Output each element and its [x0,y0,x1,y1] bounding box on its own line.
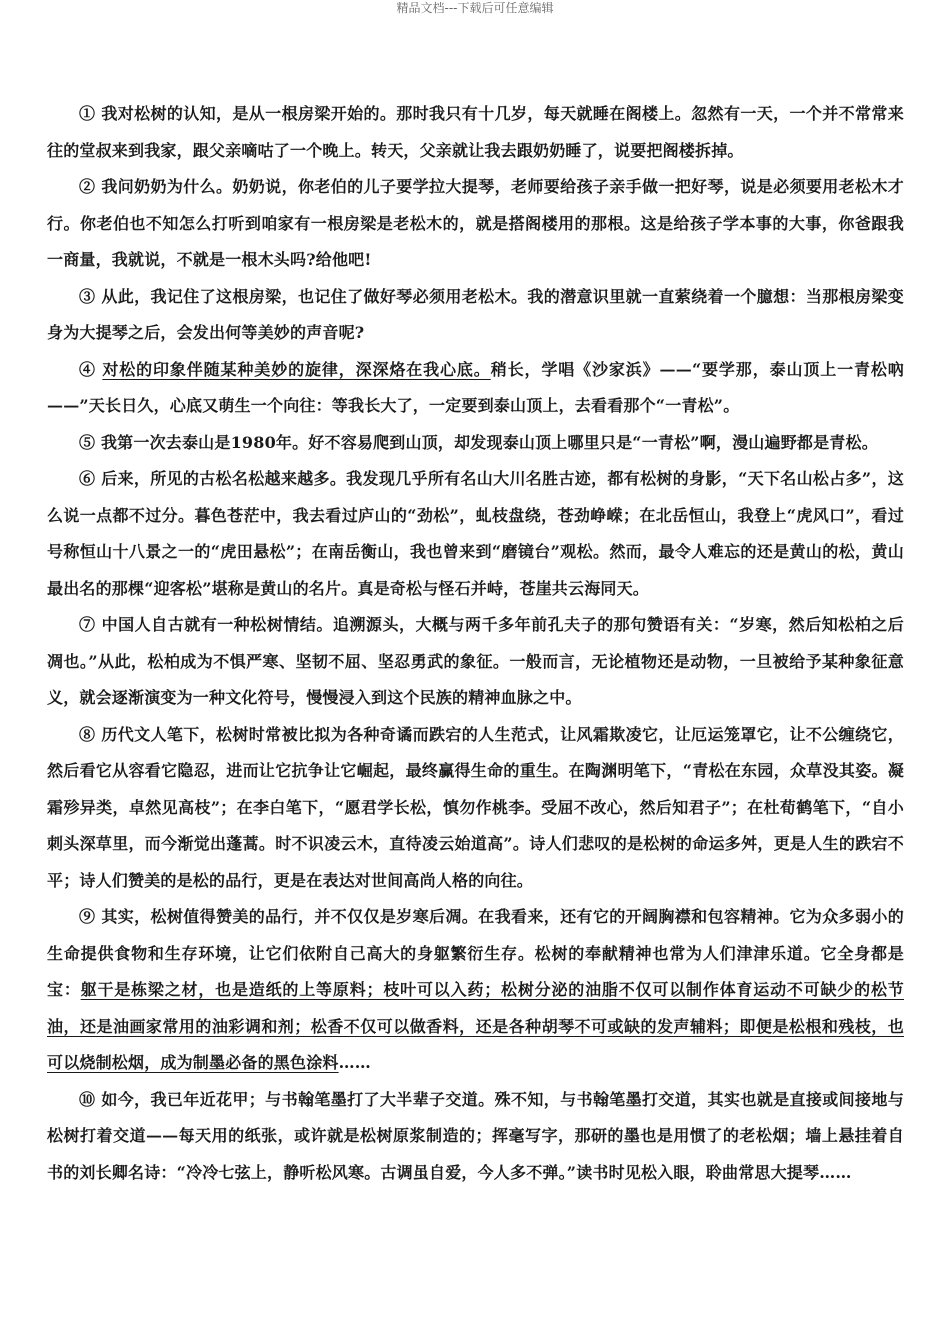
article-body [47,96,904,1191]
paragraph-4-underlined-sentence: 对松的印象伴随某种美妙的旋律，深深烙在我心底。 [102,359,491,379]
paragraph-4-number: ④ [79,359,103,379]
paragraph-9-intro: ⑨ 其实，松树值得赞美的品行，并不仅仅是岁寒后凋。在我看来，还有它的开阔胸襟和包容精神。它为众多弱小的生命提供食物和生存环境，让它们依附自己高大的身躯繁衍生存。松树的奉献精神也常为人们津津乐道。它全身都是宝： [47,907,904,999]
paragraph-9 [47,899,904,1082]
paragraph-9-ellipsis: …… [338,1053,372,1072]
paragraph-7: ⑦ 中国人自古就有一种松树情结。追溯源头，大概与两千多年前孔夫子的那句赞语有关：“岁寒，然后知松柏之后凋也。”从此，松柏成为不惧严寒、坚韧不屈、坚忍勇武的象征。一般而言，无论植物还是动物，一旦被给予某种象征意义，就会逐渐演变为一种文化符号，慢慢浸入到这个民族的精神血脉之中。 [47,615,904,707]
paragraph-10: ⑩ 如今，我已年近花甲；与书翰笔墨打了大半辈子交道。殊不知，与书翰笔墨打交道，其实也就是直接或间接地与松树打着交道——每天用的纸张，或许就是松树原浆制造的；挥毫写字，那研的墨也是用惯了的老松烟；墙上悬挂着自书的刘长卿名诗：“冷冷七弦上，静听松风寒。古调虽自爱，今人多不弹。”读书时见松入眼，聆曲常思大提琴…… [47,1089,904,1182]
page-header: 精品文档---下载后可任意编辑 [396,1,554,15]
paragraph-5: ⑤ 我第一次去泰山是1980年。好不容易爬到山顶，却发现泰山顶上哪里只是“一青松”啊，漫山遍野都是青松。 [79,432,878,452]
paragraph-8: ⑧ 历代文人笔下，松树时常被比拟为各种奇谲而跌宕的人生范式，让风霜欺凌它，让厄运笼罩它，让不公缠绕它，然后看它从容看它隐忍，进而让它抗争让它崛起，最终赢得生命的重生。在陶渊明笔下，“青松在东园，众草没其姿。凝霜殄异类，卓然见高枝”；在李白笔下，“愿君学长松，慎勿作桃李。受屈不改心，然后知君子”；在杜荀鹤笔下，“自小刺头深草里，而今渐觉出蓬蒿。时不识凌云木，直待凌云始道高”。诗人们悲叹的是松树的命运多舛，更是人生的跌宕不平；诗人们赞美的是松的品行，更是在表达对世间高尚人格的向往。 [47,724,904,890]
paragraph-6: ⑥ 后来，所见的古松名松越来越多。我发现几乎所有名山大川名胜古迹，都有松树的身影，“天下名山松占多”，这么说一点都不过分。暮色苍茫中，我去看过庐山的“劲松”，虬枝盘绕，苍劲峥嵘；在北岳恒山，我登上“虎风口”，看过号称恒山十八景之一的“虎田悬松”；在南岳衡山，我也曾来到“磨镜台”观松。然而，最令人难忘的还是黄山的松，黄山最出名的那棵“迎客松”堪称是黄山的名片。真是奇松与怪石并峙，苍崖共云海同天。 [47,469,904,598]
paragraph-4 [47,352,904,425]
paragraph-2: ② 我问奶奶为什么。奶奶说，你老伯的儿子要学拉大提琴，老师要给孩子亲手做一把好琴，说是必须要用老松木才行。你老伯也不知怎么打听到咱家有一根房梁是老松木的，就是搭阁楼用的那根。这是给孩子学本事的大事，你爸跟我一商量，我就说，不就是一根木头吗?给他吧! [47,177,904,269]
paragraph-4-rest: 稍长，学唱《沙家浜》——“要学那，泰山顶上一青松吶——”天长日久，心底又萌生一个向往：等我长大了，一定要到泰山顶上，去看看那个“一青松”。 [47,359,904,415]
paragraph-1: ① 我对松树的认知，是从一根房梁开始的。那时我只有十几岁，每天就睡在阁楼上。忽然有一天，一个并不常常来往的堂叔来到我家，跟父亲嘀咕了一个晚上。转天，父亲就让我去跟奶奶睡了，说要把阁楼拆掉。 [47,104,904,160]
paragraph-9-underlined-passage: 躯干是栋梁之材，也是造纸的上等原料；枝叶可以入药；松树分泌的油脂不仅可以制作体育运动不可缺少的松节油，还是油画家常用的油彩调和剂；松香不仅可以做香料，还是各种胡琴不可或缺的发声辅料；即便是松根和残枝，也可以烧制松烟，成为制墨必备的黑色涂料 [47,980,904,1072]
paragraph-3: ③ 从此，我记住了这根房梁，也记住了做好琴必须用老松木。我的潜意识里就一直萦绕着一个臆想：当那根房梁变身为大提琴之后，会发出何等美妙的声音呢? [47,286,904,342]
